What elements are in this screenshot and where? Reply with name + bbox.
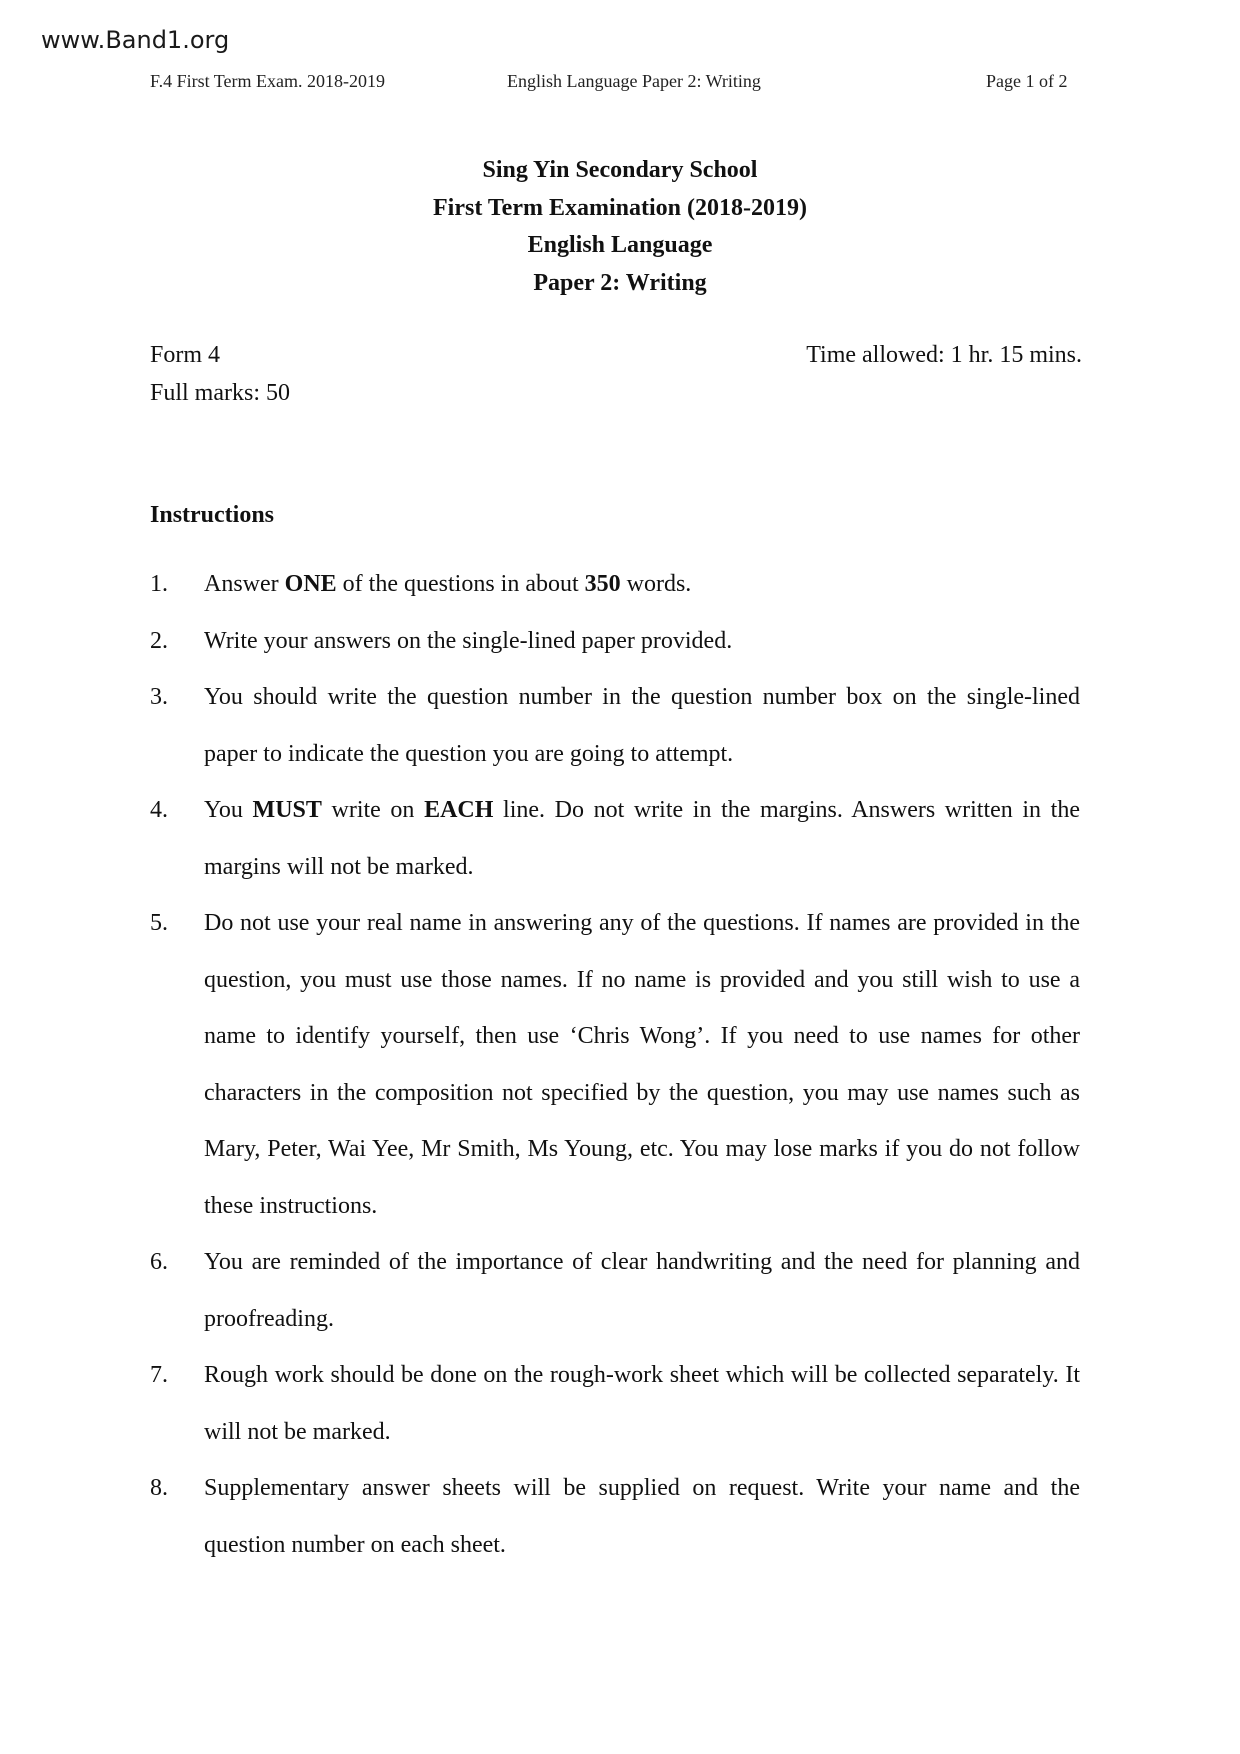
school-name: Sing Yin Secondary School bbox=[482, 157, 758, 183]
instruction-number: 4. bbox=[150, 797, 168, 823]
instruction-number: 3. bbox=[150, 684, 168, 710]
form-level: Form 4 bbox=[150, 342, 221, 368]
title-block bbox=[0, 152, 1240, 302]
instruction-item bbox=[150, 556, 1080, 613]
instruction-item bbox=[150, 782, 1080, 895]
instruction-item bbox=[150, 1234, 1080, 1347]
instruction-text: Supplementary answer sheets will be supplied on request. Write your name and the question number on each sheet. bbox=[204, 1475, 1080, 1558]
instruction-item bbox=[150, 895, 1080, 1234]
paper-name: Paper 2: Writing bbox=[533, 269, 707, 296]
instruction-number: 8. bbox=[150, 1475, 168, 1501]
running-header-center: English Language Paper 2: Writing bbox=[507, 71, 761, 91]
instruction-text: Answer ONE of the questions in about 350 words. bbox=[204, 571, 692, 597]
instruction-item bbox=[150, 669, 1080, 782]
instruction-number: 2. bbox=[150, 627, 168, 654]
instruction-item bbox=[150, 613, 1080, 670]
instruction-number: 6. bbox=[150, 1249, 168, 1275]
instruction-text: You should write the question number in the question number box on the single-lined paper to indicate the question you are going to attempt. bbox=[204, 684, 1080, 767]
instruction-text: Rough work should be done on the rough-work sheet which will be collected separately. It will not be marked. bbox=[204, 1362, 1080, 1445]
instruction-text: Write your answers on the single-lined paper provided. bbox=[204, 627, 733, 654]
exam-name: First Term Examination (2018-2019) bbox=[433, 194, 807, 221]
instruction-text: You are reminded of the importance of clear handwriting and the need for planning and proofreading. bbox=[204, 1249, 1080, 1332]
instructions-list bbox=[150, 556, 1080, 1573]
instruction-number: 5. bbox=[150, 910, 168, 936]
instruction-number: 7. bbox=[150, 1362, 168, 1388]
page-number: Page 1 of 2 bbox=[986, 71, 1068, 91]
instruction-text: Do not use your real name in answering any of the questions. If names are provided in the question, you must use those names. If no name is provided and you still wish to use a name to identify yourself, then use ‘Chris Wong’. If you need to use names for other characters in the composition not specified by the question, you may use names such as Mary, Peter, Wai Yee, Mr Smith, Ms Young, etc. You may lose marks if you do not follow these instructions. bbox=[204, 910, 1080, 1219]
time-allowed: Time allowed: 1 hr. 15 mins. bbox=[806, 342, 1082, 368]
subject-name: English Language bbox=[527, 232, 713, 258]
instruction-number: 1. bbox=[150, 571, 168, 597]
instruction-item bbox=[150, 1347, 1080, 1460]
instruction-item bbox=[150, 1460, 1080, 1573]
instruction-text: You MUST write on EACH line. Do not write in the margins. Answers written in the margins will not be marked. bbox=[204, 797, 1080, 880]
full-marks: Full marks: 50 bbox=[150, 380, 291, 406]
watermark-url: www.Band1.org bbox=[41, 26, 230, 54]
running-header-left: F.4 First Term Exam. 2018-2019 bbox=[150, 71, 385, 91]
instructions-heading: Instructions bbox=[150, 502, 275, 528]
